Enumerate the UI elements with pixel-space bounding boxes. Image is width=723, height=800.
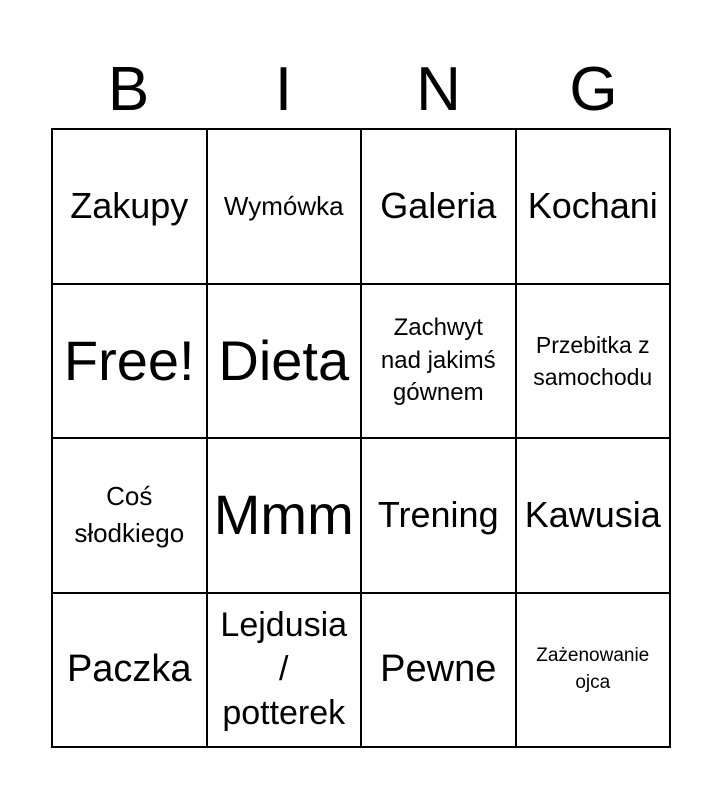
cell-text: Lejdusia / potterek: [220, 606, 348, 732]
cell-text: Galeria: [380, 185, 497, 227]
cell-text: Trening: [377, 494, 499, 536]
bingo-cell[interactable]: [517, 439, 672, 594]
header-letter-b: B: [107, 55, 150, 124]
cell-text: Przebitka z samochodu: [533, 331, 653, 390]
bingo-cell[interactable]: [362, 439, 517, 594]
cell-text: Zakupy: [70, 185, 189, 227]
cell-text: Kochani: [527, 185, 658, 227]
header-letter-i: I: [274, 55, 293, 124]
header-letter-g: G: [569, 55, 618, 124]
cell-text: Mmm: [213, 483, 354, 547]
bingo-cell[interactable]: [208, 439, 363, 594]
cell-text: Pewne: [380, 647, 497, 690]
cell-text: Zachwyt nad jakimś gównem: [380, 314, 496, 406]
cell-text: Kawusia: [524, 494, 661, 536]
bingo-cell[interactable]: [53, 130, 208, 285]
bingo-cell[interactable]: [362, 285, 517, 440]
bingo-cell[interactable]: [53, 594, 208, 749]
bingo-header: [51, 52, 671, 128]
cell-text: Zażenowanie ojca: [536, 645, 650, 693]
bingo-cell[interactable]: [362, 594, 517, 749]
cell-text: Coś słodkiego: [74, 480, 185, 549]
bingo-cell[interactable]: [208, 130, 363, 285]
cell-text: Paczka: [66, 647, 192, 690]
bingo-cell-free[interactable]: [53, 285, 208, 440]
bingo-cell[interactable]: [208, 285, 363, 440]
cell-text: Dieta: [218, 328, 350, 392]
bingo-cell[interactable]: [517, 285, 672, 440]
bingo-cell[interactable]: [53, 439, 208, 594]
bingo-cell[interactable]: [208, 594, 363, 749]
bingo-cell[interactable]: [517, 130, 672, 285]
header-letter-n: N: [416, 55, 461, 124]
bingo-cell[interactable]: [517, 594, 672, 749]
bingo-grid: [51, 128, 671, 748]
bingo-cell[interactable]: [362, 130, 517, 285]
cell-text: Free!: [63, 328, 195, 392]
cell-text: Wymówka: [223, 190, 344, 221]
